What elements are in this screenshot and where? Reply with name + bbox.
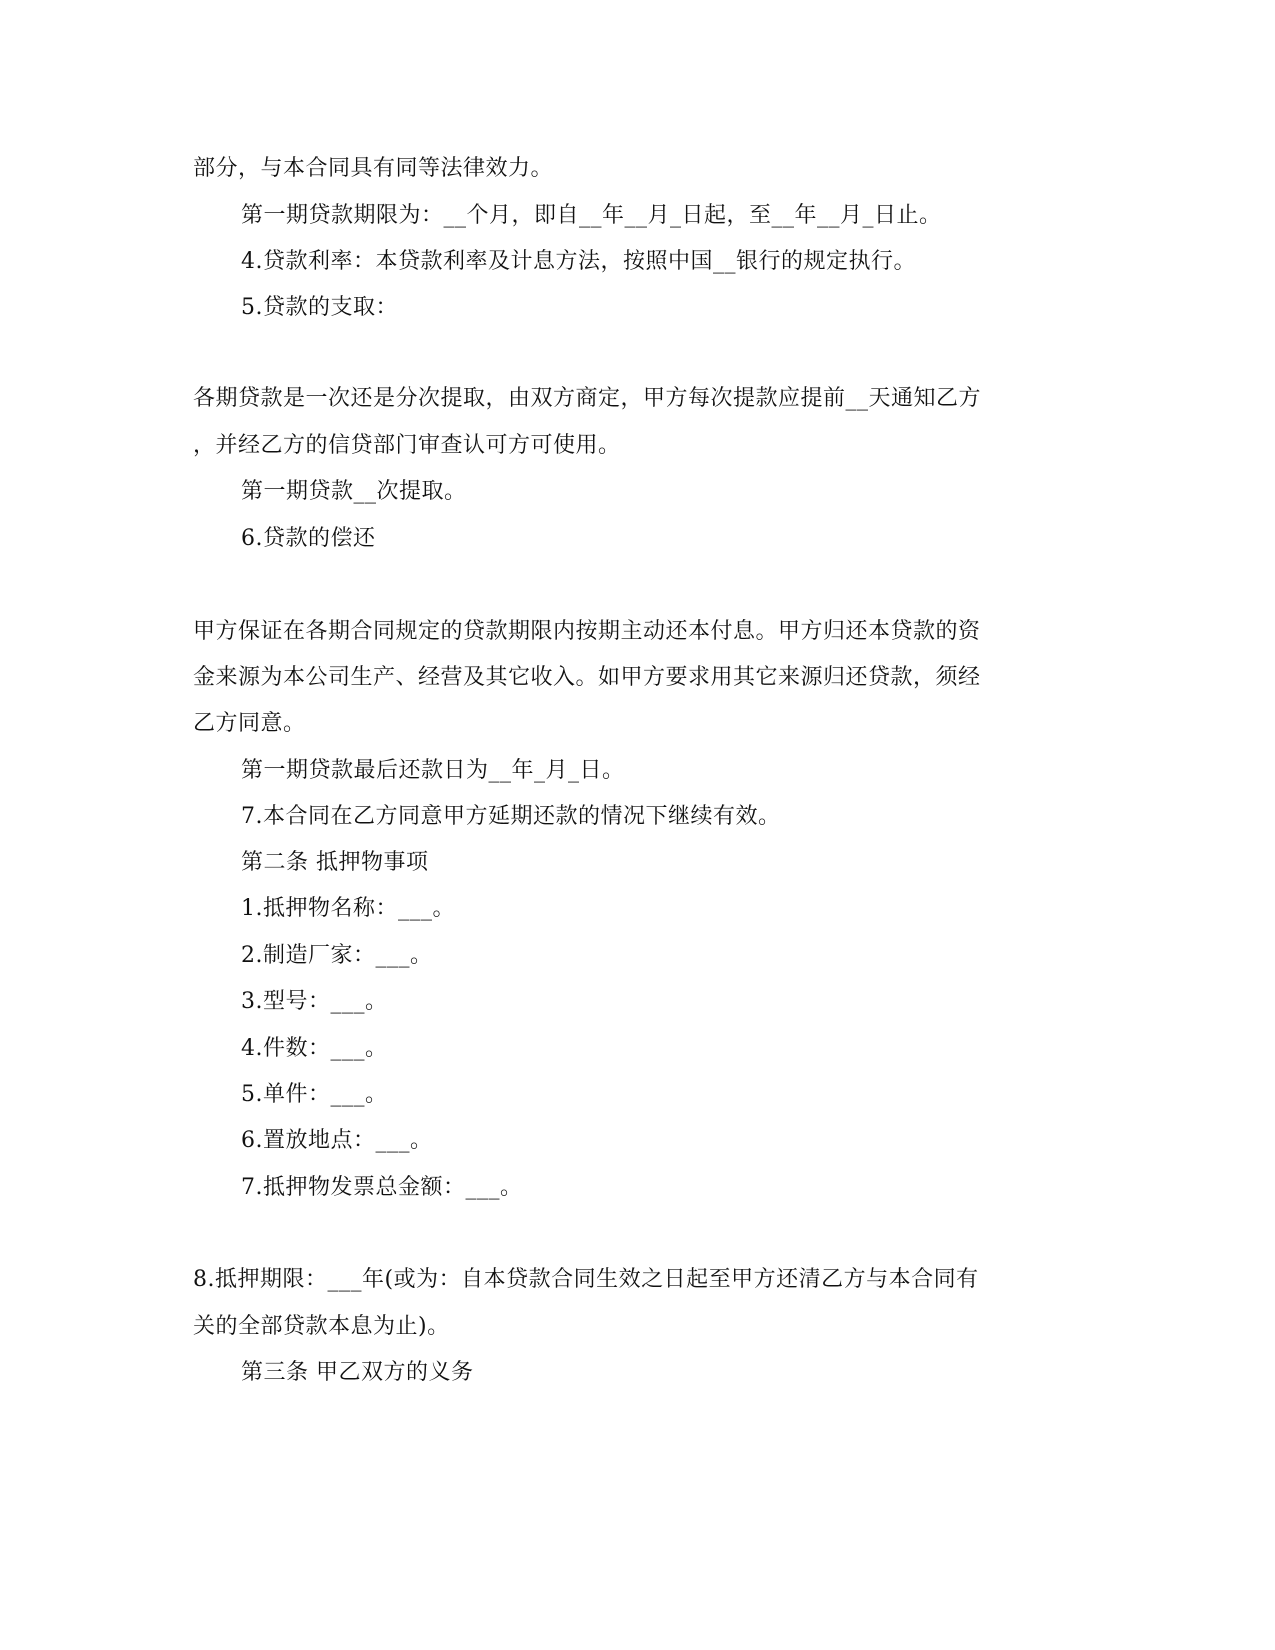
text-line: 7.抵押物发票总金额：___。 [241, 1175, 523, 1200]
text-line: 3.型号：___。 [241, 989, 388, 1014]
text-line: 金来源为本公司生产、经营及其它收入。如甲方要求用其它来源归还贷款，须经 [193, 665, 981, 690]
text-line: 2.制造厂家：___。 [241, 943, 433, 968]
text-line: 部分，与本合同具有同等法律效力。 [193, 156, 554, 181]
text-line: 1.抵押物名称：___。 [241, 896, 455, 921]
text-line: 6.置放地点：___。 [241, 1128, 433, 1153]
section-heading: 第三条 甲乙双方的义务 [241, 1360, 474, 1385]
text-line: 各期贷款是一次还是分次提取，由双方商定，甲方每次提款应提前__天通知乙方 [193, 386, 982, 411]
text-line: 第一期贷款__次提取。 [241, 479, 467, 504]
text-line: 4.件数：___。 [241, 1036, 388, 1061]
text-line: 6.贷款的偿还 [241, 526, 376, 551]
text-line: 7.本合同在乙方同意甲方延期还款的情况下继续有效。 [241, 804, 781, 829]
text-line: 第一期贷款期限为：__个月，即自__年__月_日起，至__年__月_日止。 [241, 203, 942, 228]
text-line: 甲方保证在各期合同规定的贷款期限内按期主动还本付息。甲方归还本贷款的资 [193, 619, 981, 644]
text-line: 5.单件：___。 [241, 1082, 388, 1107]
section-heading: 第二条 抵押物事项 [241, 850, 429, 875]
text-line: 8.抵押期限：___年(或为：自本贷款合同生效之日起至甲方还清乙方与本合同有 [193, 1267, 979, 1292]
text-line: 第一期贷款最后还款日为__年_月_日。 [241, 758, 625, 783]
text-line: 乙方同意。 [193, 711, 306, 736]
text-line: 4.贷款利率：本贷款利率及计息方法，按照中国__银行的规定执行。 [241, 249, 916, 274]
text-line: 关的全部贷款本息为止)。 [193, 1314, 450, 1339]
text-line: ，并经乙方的信贷部门审查认可方可使用。 [193, 433, 621, 458]
text-line: 5.贷款的支取： [241, 295, 398, 320]
